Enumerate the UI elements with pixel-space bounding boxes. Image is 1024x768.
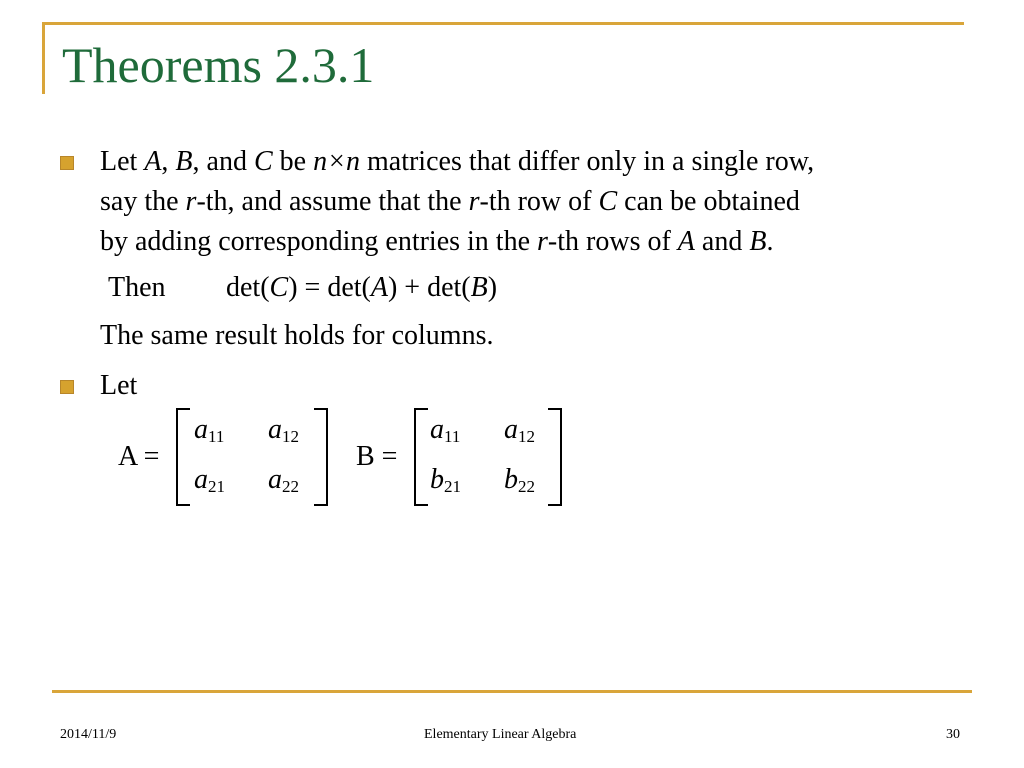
matrix-a-right-bracket (314, 408, 328, 506)
footer-date: 2014/11/9 (60, 727, 117, 742)
columns-note: The same result holds for columns. (100, 320, 494, 351)
frame-left-rule (42, 22, 45, 94)
matrix-b-entry-22: $b_{22}$ (504, 464, 535, 496)
let-label: Let (100, 370, 138, 401)
bullet-item-theorem (60, 142, 990, 262)
bullet-square-icon (60, 380, 74, 394)
matrix-b-entry-12: $a_{12}$ (504, 414, 535, 446)
theorem-line-3: by adding corresponding entries in the r-th rows of A and B. (100, 226, 774, 257)
matrix-a-label: A = (118, 441, 160, 472)
footer-rule (52, 690, 972, 693)
matrix-b-label: B = (356, 441, 398, 472)
matrix-a-left-bracket (176, 408, 190, 506)
slide-title: Theorems 2.3.1 (62, 37, 375, 93)
footer-page-number: 30 (946, 727, 960, 742)
bullet-square-icon (60, 156, 74, 170)
frame-top-rule (42, 22, 964, 25)
theorem-line-1: Let A, B, and C be n×n matrices that differ only in a single row, (100, 146, 815, 177)
bullet-item-let (60, 366, 990, 406)
then-equation: Then det(C) = det(A) + det(B) (108, 272, 498, 303)
matrix-b-entry-11: $a_{11}$ (430, 414, 461, 446)
theorem-line-2: say the r-th, and assume that the r-th row of C can be obtained (100, 186, 800, 217)
matrix-b-left-bracket (414, 408, 428, 506)
slide-body (60, 142, 990, 406)
matrix-a-entry-22: $a_{22}$ (268, 464, 299, 496)
matrix-a-entry-12: $a_{12}$ (268, 414, 299, 446)
matrix-a-entry-11: $a_{11}$ (194, 414, 225, 446)
matrix-a-entry-21: $a_{21}$ (194, 464, 225, 496)
matrix-definitions (118, 408, 578, 508)
matrix-b-entry-21: $b_{21}$ (430, 464, 461, 496)
matrix-b-right-bracket (548, 408, 562, 506)
footer-course-title: Elementary Linear Algebra (424, 727, 577, 742)
